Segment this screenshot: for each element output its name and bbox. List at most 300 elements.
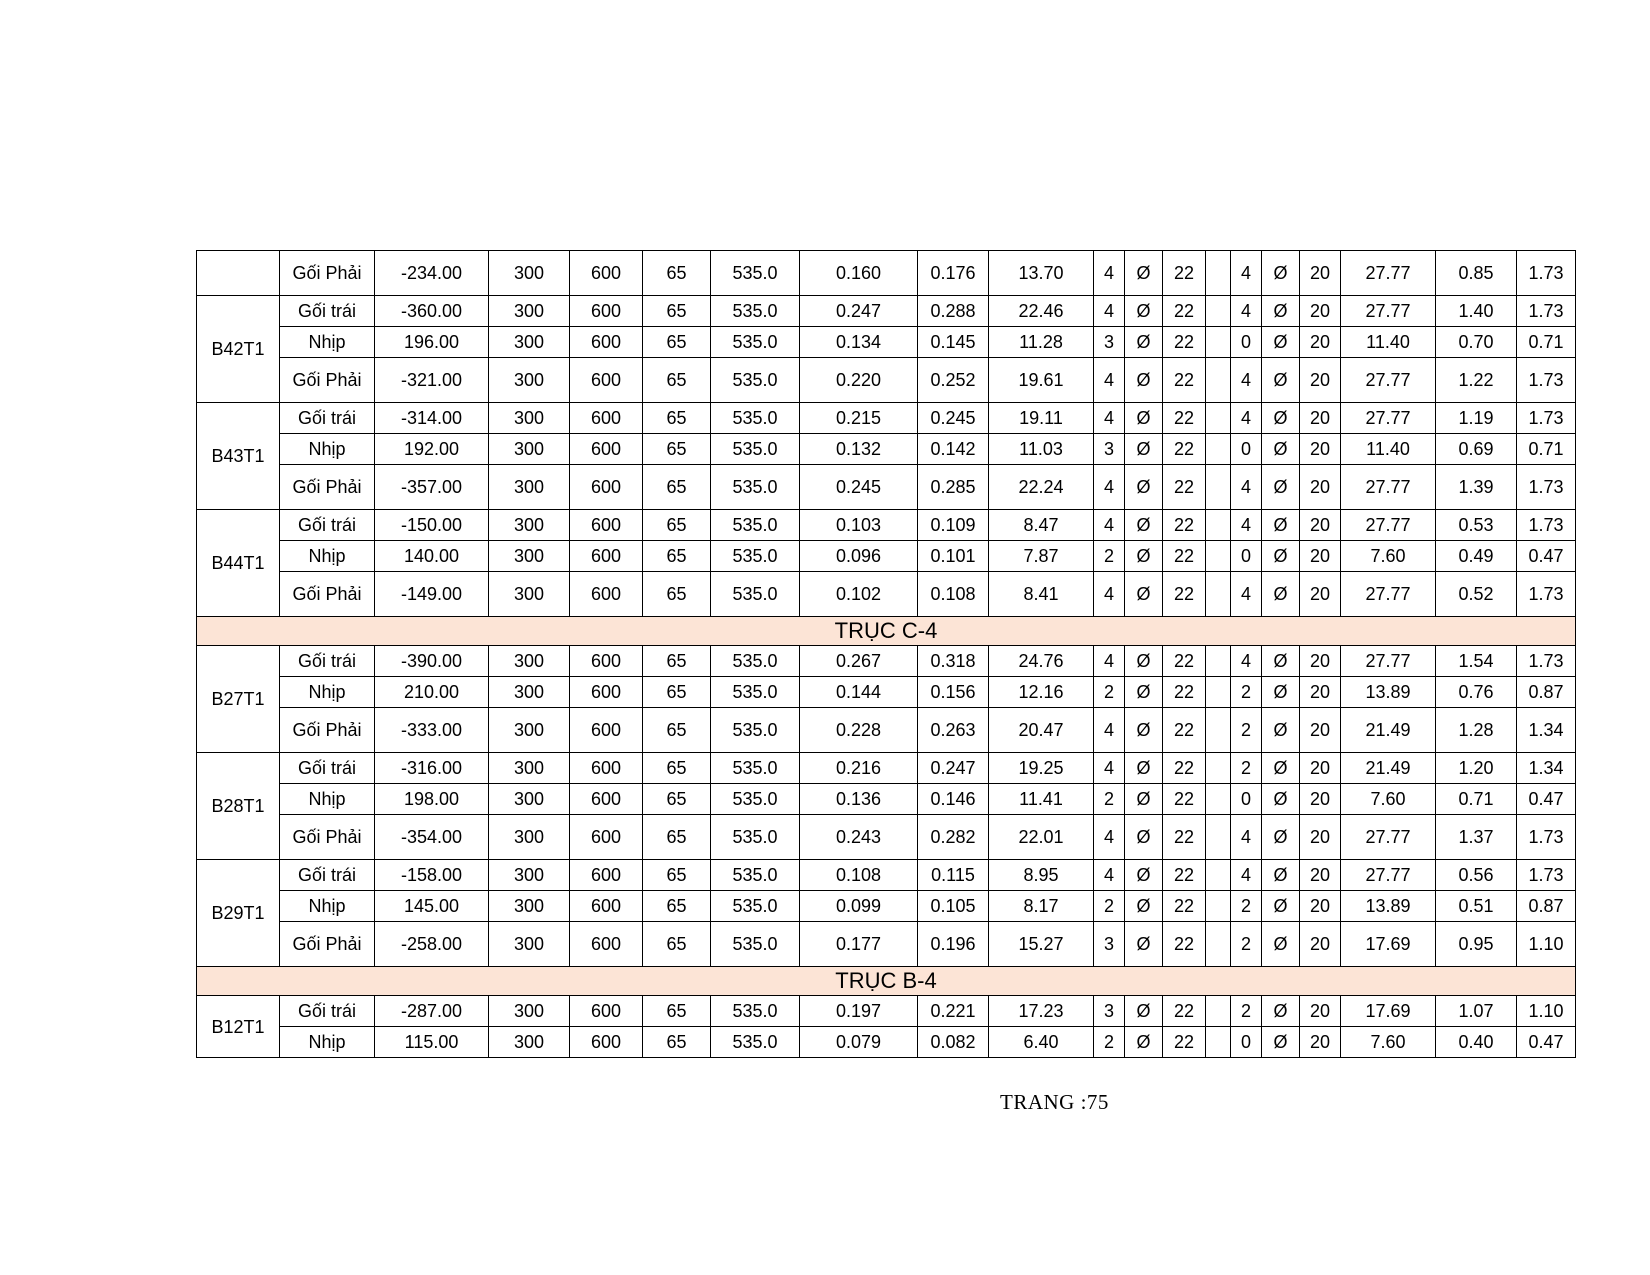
bottom-bar-symbol-cell: Ø bbox=[1262, 891, 1300, 922]
bottom-bar-symbol-cell: Ø bbox=[1262, 465, 1300, 510]
ratio-required-cell: 0.69 bbox=[1436, 434, 1517, 465]
bottom-bar-diameter-cell: 20 bbox=[1300, 677, 1341, 708]
ratio-provided-cell: 1.10 bbox=[1517, 996, 1576, 1027]
gap-cell bbox=[1206, 996, 1231, 1027]
xi-cell: 0.252 bbox=[918, 358, 989, 403]
cover-a-cell: 65 bbox=[643, 1027, 711, 1058]
beam-id-cell: B43T1 bbox=[197, 403, 280, 510]
width-b-cell: 300 bbox=[489, 434, 570, 465]
cover-a-cell: 65 bbox=[643, 403, 711, 434]
reinforcement-table bbox=[196, 250, 1576, 1058]
bottom-bar-count-cell: 2 bbox=[1231, 753, 1262, 784]
width-b-cell: 300 bbox=[489, 815, 570, 860]
top-bar-count-cell: 3 bbox=[1094, 434, 1125, 465]
height-h-cell: 600 bbox=[570, 753, 643, 784]
height-h-cell: 600 bbox=[570, 677, 643, 708]
height-h-cell: 600 bbox=[570, 922, 643, 967]
top-bar-count-cell: 4 bbox=[1094, 358, 1125, 403]
height-h-cell: 600 bbox=[570, 708, 643, 753]
bottom-bar-diameter-cell: 20 bbox=[1300, 860, 1341, 891]
bottom-bar-count-cell: 4 bbox=[1231, 646, 1262, 677]
top-bar-count-cell: 3 bbox=[1094, 922, 1125, 967]
ratio-required-cell: 0.70 bbox=[1436, 327, 1517, 358]
effective-depth-cell: 535.0 bbox=[711, 646, 800, 677]
top-bar-symbol-cell: Ø bbox=[1125, 327, 1163, 358]
effective-depth-cell: 535.0 bbox=[711, 815, 800, 860]
moment-cell: -158.00 bbox=[375, 860, 489, 891]
effective-depth-cell: 535.0 bbox=[711, 784, 800, 815]
top-bar-symbol-cell: Ø bbox=[1125, 541, 1163, 572]
effective-depth-cell: 535.0 bbox=[711, 677, 800, 708]
table-row bbox=[197, 784, 1576, 815]
bottom-bar-symbol-cell: Ø bbox=[1262, 1027, 1300, 1058]
as-required-cell: 7.87 bbox=[989, 541, 1094, 572]
bottom-bar-diameter-cell: 20 bbox=[1300, 815, 1341, 860]
ratio-required-cell: 0.76 bbox=[1436, 677, 1517, 708]
top-bar-count-cell: 2 bbox=[1094, 1027, 1125, 1058]
ratio-provided-cell: 1.10 bbox=[1517, 922, 1576, 967]
bottom-bar-symbol-cell: Ø bbox=[1262, 815, 1300, 860]
bottom-bar-symbol-cell: Ø bbox=[1262, 434, 1300, 465]
top-bar-count-cell: 4 bbox=[1094, 465, 1125, 510]
table-row bbox=[197, 922, 1576, 967]
bottom-bar-count-cell: 4 bbox=[1231, 572, 1262, 617]
beam-id-cell: B27T1 bbox=[197, 646, 280, 753]
top-bar-symbol-cell: Ø bbox=[1125, 784, 1163, 815]
ratio-provided-cell: 1.73 bbox=[1517, 358, 1576, 403]
gap-cell bbox=[1206, 296, 1231, 327]
as-required-cell: 22.46 bbox=[989, 296, 1094, 327]
bottom-bar-count-cell: 4 bbox=[1231, 465, 1262, 510]
top-bar-count-cell: 4 bbox=[1094, 510, 1125, 541]
alpha-m-cell: 0.228 bbox=[800, 708, 918, 753]
alpha-m-cell: 0.177 bbox=[800, 922, 918, 967]
width-b-cell: 300 bbox=[489, 922, 570, 967]
as-provided-cell: 27.77 bbox=[1341, 510, 1436, 541]
top-bar-count-cell: 4 bbox=[1094, 251, 1125, 296]
top-bar-count-cell: 2 bbox=[1094, 891, 1125, 922]
top-bar-count-cell: 4 bbox=[1094, 296, 1125, 327]
beam-id-cell: B44T1 bbox=[197, 510, 280, 617]
as-provided-cell: 21.49 bbox=[1341, 753, 1436, 784]
ratio-required-cell: 1.22 bbox=[1436, 358, 1517, 403]
as-required-cell: 19.11 bbox=[989, 403, 1094, 434]
beam-id-cell bbox=[197, 251, 280, 296]
xi-cell: 0.145 bbox=[918, 327, 989, 358]
bottom-bar-count-cell: 4 bbox=[1231, 860, 1262, 891]
moment-cell: -287.00 bbox=[375, 996, 489, 1027]
width-b-cell: 300 bbox=[489, 677, 570, 708]
alpha-m-cell: 0.144 bbox=[800, 677, 918, 708]
height-h-cell: 600 bbox=[570, 996, 643, 1027]
effective-depth-cell: 535.0 bbox=[711, 860, 800, 891]
effective-depth-cell: 535.0 bbox=[711, 922, 800, 967]
effective-depth-cell: 535.0 bbox=[711, 434, 800, 465]
bottom-bar-diameter-cell: 20 bbox=[1300, 784, 1341, 815]
xi-cell: 0.156 bbox=[918, 677, 989, 708]
as-required-cell: 22.01 bbox=[989, 815, 1094, 860]
bottom-bar-diameter-cell: 20 bbox=[1300, 1027, 1341, 1058]
as-provided-cell: 27.77 bbox=[1341, 572, 1436, 617]
bottom-bar-diameter-cell: 20 bbox=[1300, 251, 1341, 296]
effective-depth-cell: 535.0 bbox=[711, 358, 800, 403]
beam-id-cell: B28T1 bbox=[197, 753, 280, 860]
table-row bbox=[197, 708, 1576, 753]
alpha-m-cell: 0.160 bbox=[800, 251, 918, 296]
section-location-cell: Nhịp bbox=[280, 1027, 375, 1058]
gap-cell bbox=[1206, 677, 1231, 708]
cover-a-cell: 65 bbox=[643, 815, 711, 860]
top-bar-diameter-cell: 22 bbox=[1163, 296, 1206, 327]
ratio-provided-cell: 1.73 bbox=[1517, 251, 1576, 296]
effective-depth-cell: 535.0 bbox=[711, 753, 800, 784]
width-b-cell: 300 bbox=[489, 403, 570, 434]
bottom-bar-symbol-cell: Ø bbox=[1262, 251, 1300, 296]
cover-a-cell: 65 bbox=[643, 510, 711, 541]
ratio-provided-cell: 0.47 bbox=[1517, 541, 1576, 572]
ratio-provided-cell: 0.87 bbox=[1517, 891, 1576, 922]
section-title: TRỤC C-4 bbox=[197, 617, 1576, 646]
section-location-cell: Gối Phải bbox=[280, 251, 375, 296]
top-bar-diameter-cell: 22 bbox=[1163, 815, 1206, 860]
as-required-cell: 13.70 bbox=[989, 251, 1094, 296]
cover-a-cell: 65 bbox=[643, 891, 711, 922]
xi-cell: 0.245 bbox=[918, 403, 989, 434]
table-row bbox=[197, 677, 1576, 708]
alpha-m-cell: 0.099 bbox=[800, 891, 918, 922]
bottom-bar-symbol-cell: Ø bbox=[1262, 403, 1300, 434]
top-bar-diameter-cell: 22 bbox=[1163, 510, 1206, 541]
gap-cell bbox=[1206, 753, 1231, 784]
table-row bbox=[197, 815, 1576, 860]
as-provided-cell: 27.77 bbox=[1341, 815, 1436, 860]
bottom-bar-count-cell: 0 bbox=[1231, 1027, 1262, 1058]
section-header-row bbox=[197, 967, 1576, 996]
top-bar-diameter-cell: 22 bbox=[1163, 1027, 1206, 1058]
moment-cell: 115.00 bbox=[375, 1027, 489, 1058]
bottom-bar-symbol-cell: Ø bbox=[1262, 296, 1300, 327]
top-bar-count-cell: 4 bbox=[1094, 815, 1125, 860]
height-h-cell: 600 bbox=[570, 815, 643, 860]
ratio-required-cell: 1.40 bbox=[1436, 296, 1517, 327]
bottom-bar-symbol-cell: Ø bbox=[1262, 541, 1300, 572]
width-b-cell: 300 bbox=[489, 996, 570, 1027]
effective-depth-cell: 535.0 bbox=[711, 510, 800, 541]
alpha-m-cell: 0.220 bbox=[800, 358, 918, 403]
cover-a-cell: 65 bbox=[643, 296, 711, 327]
bottom-bar-count-cell: 2 bbox=[1231, 891, 1262, 922]
as-required-cell: 19.61 bbox=[989, 358, 1094, 403]
gap-cell bbox=[1206, 510, 1231, 541]
as-provided-cell: 11.40 bbox=[1341, 327, 1436, 358]
effective-depth-cell: 535.0 bbox=[711, 251, 800, 296]
effective-depth-cell: 535.0 bbox=[711, 327, 800, 358]
as-provided-cell: 17.69 bbox=[1341, 996, 1436, 1027]
xi-cell: 0.146 bbox=[918, 784, 989, 815]
gap-cell bbox=[1206, 891, 1231, 922]
top-bar-diameter-cell: 22 bbox=[1163, 784, 1206, 815]
ratio-required-cell: 1.20 bbox=[1436, 753, 1517, 784]
top-bar-diameter-cell: 22 bbox=[1163, 541, 1206, 572]
effective-depth-cell: 535.0 bbox=[711, 708, 800, 753]
bottom-bar-diameter-cell: 20 bbox=[1300, 753, 1341, 784]
gap-cell bbox=[1206, 860, 1231, 891]
moment-cell: -357.00 bbox=[375, 465, 489, 510]
table-row bbox=[197, 403, 1576, 434]
bottom-bar-symbol-cell: Ø bbox=[1262, 358, 1300, 403]
as-required-cell: 15.27 bbox=[989, 922, 1094, 967]
ratio-provided-cell: 1.73 bbox=[1517, 296, 1576, 327]
top-bar-diameter-cell: 22 bbox=[1163, 646, 1206, 677]
moment-cell: 198.00 bbox=[375, 784, 489, 815]
ratio-required-cell: 0.53 bbox=[1436, 510, 1517, 541]
top-bar-diameter-cell: 22 bbox=[1163, 434, 1206, 465]
cover-a-cell: 65 bbox=[643, 784, 711, 815]
ratio-provided-cell: 0.71 bbox=[1517, 327, 1576, 358]
alpha-m-cell: 0.197 bbox=[800, 996, 918, 1027]
bottom-bar-diameter-cell: 20 bbox=[1300, 646, 1341, 677]
width-b-cell: 300 bbox=[489, 891, 570, 922]
moment-cell: -360.00 bbox=[375, 296, 489, 327]
bottom-bar-count-cell: 0 bbox=[1231, 327, 1262, 358]
ratio-required-cell: 1.19 bbox=[1436, 403, 1517, 434]
height-h-cell: 600 bbox=[570, 860, 643, 891]
ratio-required-cell: 0.52 bbox=[1436, 572, 1517, 617]
ratio-provided-cell: 1.73 bbox=[1517, 572, 1576, 617]
section-location-cell: Nhịp bbox=[280, 677, 375, 708]
section-location-cell: Gối trái bbox=[280, 296, 375, 327]
top-bar-count-cell: 4 bbox=[1094, 708, 1125, 753]
effective-depth-cell: 535.0 bbox=[711, 465, 800, 510]
table-row bbox=[197, 465, 1576, 510]
as-provided-cell: 13.89 bbox=[1341, 891, 1436, 922]
height-h-cell: 600 bbox=[570, 541, 643, 572]
gap-cell bbox=[1206, 251, 1231, 296]
top-bar-symbol-cell: Ø bbox=[1125, 403, 1163, 434]
moment-cell: -390.00 bbox=[375, 646, 489, 677]
xi-cell: 0.318 bbox=[918, 646, 989, 677]
top-bar-diameter-cell: 22 bbox=[1163, 753, 1206, 784]
xi-cell: 0.142 bbox=[918, 434, 989, 465]
cover-a-cell: 65 bbox=[643, 677, 711, 708]
height-h-cell: 600 bbox=[570, 358, 643, 403]
table-row bbox=[197, 358, 1576, 403]
top-bar-count-cell: 4 bbox=[1094, 403, 1125, 434]
moment-cell: -354.00 bbox=[375, 815, 489, 860]
bottom-bar-diameter-cell: 20 bbox=[1300, 358, 1341, 403]
moment-cell: 196.00 bbox=[375, 327, 489, 358]
height-h-cell: 600 bbox=[570, 296, 643, 327]
xi-cell: 0.285 bbox=[918, 465, 989, 510]
effective-depth-cell: 535.0 bbox=[711, 1027, 800, 1058]
top-bar-diameter-cell: 22 bbox=[1163, 327, 1206, 358]
ratio-required-cell: 1.37 bbox=[1436, 815, 1517, 860]
ratio-required-cell: 1.07 bbox=[1436, 996, 1517, 1027]
top-bar-symbol-cell: Ø bbox=[1125, 1027, 1163, 1058]
xi-cell: 0.247 bbox=[918, 753, 989, 784]
xi-cell: 0.108 bbox=[918, 572, 989, 617]
section-location-cell: Gối trái bbox=[280, 860, 375, 891]
bottom-bar-symbol-cell: Ø bbox=[1262, 327, 1300, 358]
height-h-cell: 600 bbox=[570, 891, 643, 922]
top-bar-diameter-cell: 22 bbox=[1163, 358, 1206, 403]
bottom-bar-count-cell: 0 bbox=[1231, 541, 1262, 572]
as-required-cell: 19.25 bbox=[989, 753, 1094, 784]
xi-cell: 0.115 bbox=[918, 860, 989, 891]
bottom-bar-count-cell: 4 bbox=[1231, 296, 1262, 327]
top-bar-diameter-cell: 22 bbox=[1163, 996, 1206, 1027]
width-b-cell: 300 bbox=[489, 358, 570, 403]
moment-cell: -258.00 bbox=[375, 922, 489, 967]
top-bar-symbol-cell: Ø bbox=[1125, 646, 1163, 677]
table-row bbox=[197, 891, 1576, 922]
table-row bbox=[197, 296, 1576, 327]
top-bar-count-cell: 3 bbox=[1094, 996, 1125, 1027]
top-bar-symbol-cell: Ø bbox=[1125, 996, 1163, 1027]
as-provided-cell: 27.77 bbox=[1341, 646, 1436, 677]
cover-a-cell: 65 bbox=[643, 358, 711, 403]
height-h-cell: 600 bbox=[570, 784, 643, 815]
top-bar-symbol-cell: Ø bbox=[1125, 922, 1163, 967]
top-bar-diameter-cell: 22 bbox=[1163, 677, 1206, 708]
bottom-bar-diameter-cell: 20 bbox=[1300, 327, 1341, 358]
top-bar-diameter-cell: 22 bbox=[1163, 403, 1206, 434]
ratio-required-cell: 0.95 bbox=[1436, 922, 1517, 967]
alpha-m-cell: 0.102 bbox=[800, 572, 918, 617]
bottom-bar-symbol-cell: Ø bbox=[1262, 572, 1300, 617]
top-bar-count-cell: 2 bbox=[1094, 541, 1125, 572]
moment-cell: -333.00 bbox=[375, 708, 489, 753]
top-bar-symbol-cell: Ø bbox=[1125, 465, 1163, 510]
as-required-cell: 24.76 bbox=[989, 646, 1094, 677]
as-required-cell: 11.28 bbox=[989, 327, 1094, 358]
bottom-bar-diameter-cell: 20 bbox=[1300, 510, 1341, 541]
effective-depth-cell: 535.0 bbox=[711, 572, 800, 617]
top-bar-symbol-cell: Ø bbox=[1125, 296, 1163, 327]
table-row bbox=[197, 996, 1576, 1027]
alpha-m-cell: 0.134 bbox=[800, 327, 918, 358]
width-b-cell: 300 bbox=[489, 1027, 570, 1058]
height-h-cell: 600 bbox=[570, 434, 643, 465]
bottom-bar-count-cell: 4 bbox=[1231, 815, 1262, 860]
effective-depth-cell: 535.0 bbox=[711, 996, 800, 1027]
bottom-bar-symbol-cell: Ø bbox=[1262, 646, 1300, 677]
bottom-bar-count-cell: 2 bbox=[1231, 996, 1262, 1027]
alpha-m-cell: 0.132 bbox=[800, 434, 918, 465]
gap-cell bbox=[1206, 572, 1231, 617]
moment-cell: -321.00 bbox=[375, 358, 489, 403]
ratio-provided-cell: 1.73 bbox=[1517, 510, 1576, 541]
moment-cell: -316.00 bbox=[375, 753, 489, 784]
section-location-cell: Gối trái bbox=[280, 510, 375, 541]
bottom-bar-count-cell: 0 bbox=[1231, 784, 1262, 815]
alpha-m-cell: 0.108 bbox=[800, 860, 918, 891]
cover-a-cell: 65 bbox=[643, 541, 711, 572]
gap-cell bbox=[1206, 815, 1231, 860]
as-provided-cell: 27.77 bbox=[1341, 403, 1436, 434]
table-row bbox=[197, 572, 1576, 617]
section-location-cell: Nhịp bbox=[280, 891, 375, 922]
as-required-cell: 8.41 bbox=[989, 572, 1094, 617]
gap-cell bbox=[1206, 465, 1231, 510]
gap-cell bbox=[1206, 327, 1231, 358]
section-location-cell: Nhịp bbox=[280, 327, 375, 358]
bottom-bar-symbol-cell: Ø bbox=[1262, 784, 1300, 815]
gap-cell bbox=[1206, 541, 1231, 572]
cover-a-cell: 65 bbox=[643, 922, 711, 967]
bottom-bar-symbol-cell: Ø bbox=[1262, 922, 1300, 967]
height-h-cell: 600 bbox=[570, 572, 643, 617]
bottom-bar-diameter-cell: 20 bbox=[1300, 465, 1341, 510]
top-bar-diameter-cell: 22 bbox=[1163, 860, 1206, 891]
section-location-cell: Gối trái bbox=[280, 753, 375, 784]
table-row bbox=[197, 251, 1576, 296]
ratio-provided-cell: 1.34 bbox=[1517, 753, 1576, 784]
table-row bbox=[197, 541, 1576, 572]
section-location-cell: Nhịp bbox=[280, 541, 375, 572]
section-location-cell: Nhịp bbox=[280, 784, 375, 815]
width-b-cell: 300 bbox=[489, 465, 570, 510]
width-b-cell: 300 bbox=[489, 541, 570, 572]
as-provided-cell: 7.60 bbox=[1341, 541, 1436, 572]
top-bar-symbol-cell: Ø bbox=[1125, 677, 1163, 708]
bottom-bar-diameter-cell: 20 bbox=[1300, 434, 1341, 465]
moment-cell: 145.00 bbox=[375, 891, 489, 922]
top-bar-symbol-cell: Ø bbox=[1125, 358, 1163, 403]
ratio-provided-cell: 1.73 bbox=[1517, 860, 1576, 891]
section-location-cell: Gối trái bbox=[280, 403, 375, 434]
top-bar-count-cell: 2 bbox=[1094, 677, 1125, 708]
xi-cell: 0.263 bbox=[918, 708, 989, 753]
page-number: TRANG :75 bbox=[1000, 1090, 1109, 1114]
bottom-bar-count-cell: 0 bbox=[1231, 434, 1262, 465]
top-bar-symbol-cell: Ø bbox=[1125, 572, 1163, 617]
gap-cell bbox=[1206, 358, 1231, 403]
as-required-cell: 8.17 bbox=[989, 891, 1094, 922]
alpha-m-cell: 0.079 bbox=[800, 1027, 918, 1058]
as-provided-cell: 11.40 bbox=[1341, 434, 1436, 465]
ratio-provided-cell: 1.73 bbox=[1517, 815, 1576, 860]
as-required-cell: 17.23 bbox=[989, 996, 1094, 1027]
xi-cell: 0.176 bbox=[918, 251, 989, 296]
section-location-cell: Nhịp bbox=[280, 434, 375, 465]
table-body bbox=[197, 251, 1576, 1058]
cover-a-cell: 65 bbox=[643, 860, 711, 891]
bottom-bar-count-cell: 4 bbox=[1231, 251, 1262, 296]
section-location-cell: Gối Phải bbox=[280, 815, 375, 860]
bottom-bar-symbol-cell: Ø bbox=[1262, 753, 1300, 784]
as-provided-cell: 27.77 bbox=[1341, 860, 1436, 891]
effective-depth-cell: 535.0 bbox=[711, 296, 800, 327]
width-b-cell: 300 bbox=[489, 860, 570, 891]
moment-cell: -149.00 bbox=[375, 572, 489, 617]
moment-cell: -314.00 bbox=[375, 403, 489, 434]
cover-a-cell: 65 bbox=[643, 572, 711, 617]
section-location-cell: Gối trái bbox=[280, 646, 375, 677]
alpha-m-cell: 0.267 bbox=[800, 646, 918, 677]
height-h-cell: 600 bbox=[570, 327, 643, 358]
cover-a-cell: 65 bbox=[643, 434, 711, 465]
table-row bbox=[197, 434, 1576, 465]
section-location-cell: Gối Phải bbox=[280, 708, 375, 753]
gap-cell bbox=[1206, 403, 1231, 434]
effective-depth-cell: 535.0 bbox=[711, 541, 800, 572]
as-required-cell: 22.24 bbox=[989, 465, 1094, 510]
cover-a-cell: 65 bbox=[643, 708, 711, 753]
xi-cell: 0.101 bbox=[918, 541, 989, 572]
table-row bbox=[197, 1027, 1576, 1058]
bottom-bar-count-cell: 2 bbox=[1231, 677, 1262, 708]
